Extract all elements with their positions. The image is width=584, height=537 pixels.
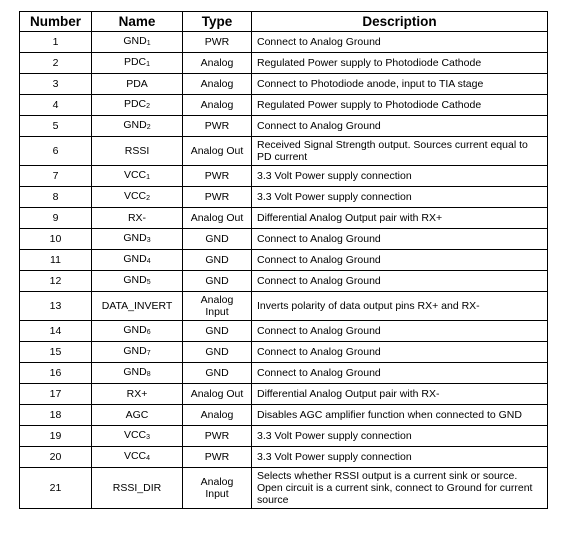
pin-name-subscript: 7 <box>146 349 151 357</box>
table-row <box>20 271 548 292</box>
pin-description: Differential Analog Output pair with RX- <box>252 384 548 405</box>
pin-description: 3.3 Volt Power supply connection <box>252 426 548 447</box>
table-row <box>20 447 548 468</box>
header-description: Description <box>252 12 548 32</box>
pin-name-subscript: 4 <box>146 454 151 462</box>
pin-type: PWR <box>183 32 252 53</box>
pin-name-cell <box>92 137 183 166</box>
pin-number: 12 <box>20 271 92 292</box>
pin-name: GND <box>123 34 147 47</box>
pin-description: Regulated Power supply to Photodiode Cathode <box>252 95 548 116</box>
table-row <box>20 32 548 53</box>
pin-description: Selects whether RSSI output is a current sink or source. Open circuit is a current sink, connect to Ground for current source <box>252 468 548 509</box>
pin-description: Received Signal Strength output. Sources current equal to PD current <box>252 137 548 166</box>
pin-name: GND <box>123 344 147 357</box>
pin-number: 6 <box>20 137 92 166</box>
pin-name: RX- <box>127 212 147 224</box>
pin-number: 18 <box>20 405 92 426</box>
pin-name-cell <box>92 342 183 363</box>
table-row <box>20 229 548 250</box>
pin-number: 2 <box>20 53 92 74</box>
pin-name-cell <box>92 208 183 229</box>
table-row <box>20 208 548 229</box>
pin-name-cell <box>92 292 183 321</box>
pin-description: Connect to Analog Ground <box>252 32 548 53</box>
table-row <box>20 116 548 137</box>
table-row <box>20 137 548 166</box>
pin-number: 17 <box>20 384 92 405</box>
pin-name: GND <box>123 252 147 265</box>
pin-name: GND <box>123 365 147 378</box>
pin-name-subscript: 3 <box>146 236 151 244</box>
pin-name-cell <box>92 321 183 342</box>
pin-number: 15 <box>20 342 92 363</box>
pin-name-cell <box>92 32 183 53</box>
pin-number: 7 <box>20 166 92 187</box>
pin-type: GND <box>183 321 252 342</box>
table-row <box>20 363 548 384</box>
pin-name-cell <box>92 271 183 292</box>
pin-type: Analog Out <box>183 137 252 166</box>
pin-name-cell <box>92 229 183 250</box>
pin-name-cell <box>92 74 183 95</box>
pin-description-table <box>19 11 548 509</box>
pin-number: 14 <box>20 321 92 342</box>
pin-description: Connect to Analog Ground <box>252 363 548 384</box>
pin-name-subscript: 8 <box>146 370 151 378</box>
header-number: Number <box>20 12 92 32</box>
header-row <box>20 12 548 32</box>
table-row <box>20 321 548 342</box>
pin-name: RSSI <box>124 145 150 157</box>
pin-description: 3.3 Volt Power supply connection <box>252 187 548 208</box>
table-row <box>20 292 548 321</box>
pin-name-cell <box>92 426 183 447</box>
pin-name: PDA <box>126 78 148 90</box>
pin-type: Analog Out <box>183 208 252 229</box>
pin-type: Analog Input <box>183 292 252 321</box>
pin-description: Disables AGC amplifier function when connected to GND <box>252 405 548 426</box>
pin-type: Analog <box>183 53 252 74</box>
pin-name: VCC <box>123 189 147 202</box>
pin-name-cell <box>92 166 183 187</box>
pin-name: GND <box>123 118 147 131</box>
pin-type: PWR <box>183 116 252 137</box>
pin-description: Connect to Analog Ground <box>252 321 548 342</box>
pin-description: Connect to Analog Ground <box>252 342 548 363</box>
pin-name-subscript: 3 <box>146 433 151 441</box>
pin-type: PWR <box>183 166 252 187</box>
pin-name-subscript: 2 <box>146 194 151 202</box>
pin-number: 13 <box>20 292 92 321</box>
pin-number: 1 <box>20 32 92 53</box>
pin-number: 9 <box>20 208 92 229</box>
pin-name: VCC <box>123 449 147 462</box>
pin-number: 5 <box>20 116 92 137</box>
pin-type: PWR <box>183 426 252 447</box>
pin-name-subscript: 2 <box>146 123 151 131</box>
pin-name-cell <box>92 447 183 468</box>
pin-number: 3 <box>20 74 92 95</box>
pin-name-cell <box>92 116 183 137</box>
pin-name-cell <box>92 53 183 74</box>
pin-description: 3.3 Volt Power supply connection <box>252 166 548 187</box>
pin-type: Analog <box>183 405 252 426</box>
pin-type: GND <box>183 250 252 271</box>
pin-description: Regulated Power supply to Photodiode Cathode <box>252 53 548 74</box>
pin-description: Connect to Analog Ground <box>252 250 548 271</box>
pin-name: VCC <box>123 428 147 441</box>
pin-name: GND <box>123 323 147 336</box>
pin-number: 19 <box>20 426 92 447</box>
pin-number: 11 <box>20 250 92 271</box>
pin-name-cell <box>92 468 183 509</box>
pin-type: Analog Out <box>183 384 252 405</box>
pin-name: RX+ <box>126 388 148 400</box>
pin-type: GND <box>183 271 252 292</box>
pin-description: Connect to Analog Ground <box>252 229 548 250</box>
table-row <box>20 468 548 509</box>
pin-name: AGC <box>125 409 149 421</box>
table-row <box>20 53 548 74</box>
pin-name-subscript: 6 <box>146 328 151 336</box>
pin-name-cell <box>92 405 183 426</box>
pin-description: 3.3 Volt Power supply connection <box>252 447 548 468</box>
pin-name-subscript: 1 <box>146 39 151 47</box>
header-type: Type <box>183 12 252 32</box>
header-name: Name <box>92 12 183 32</box>
pin-name: GND <box>123 273 147 286</box>
pin-name-cell <box>92 95 183 116</box>
pin-name-subscript: 1 <box>146 60 151 68</box>
pin-name-cell <box>92 384 183 405</box>
pin-type: Analog Input <box>183 468 252 509</box>
pin-number: 4 <box>20 95 92 116</box>
pin-name-cell <box>92 187 183 208</box>
table-row <box>20 74 548 95</box>
pin-type: GND <box>183 229 252 250</box>
table-row <box>20 95 548 116</box>
table-row <box>20 426 548 447</box>
pin-description: Connect to Analog Ground <box>252 271 548 292</box>
pin-name: DATA_INVERT <box>101 300 173 312</box>
pin-number: 10 <box>20 229 92 250</box>
pin-name: GND <box>123 231 147 244</box>
pin-name: PDC <box>123 55 147 68</box>
pin-number: 16 <box>20 363 92 384</box>
pin-name-cell <box>92 363 183 384</box>
pin-type: PWR <box>183 447 252 468</box>
table-row <box>20 187 548 208</box>
pin-description: Inverts polarity of data output pins RX+ and RX- <box>252 292 548 321</box>
pin-type: Analog <box>183 74 252 95</box>
pin-name-subscript: 5 <box>146 278 151 286</box>
pin-number: 21 <box>20 468 92 509</box>
pin-name: PDC <box>123 97 147 110</box>
pin-type: GND <box>183 342 252 363</box>
pin-name: VCC <box>123 168 147 181</box>
table-row <box>20 250 548 271</box>
pin-description: Differential Analog Output pair with RX+ <box>252 208 548 229</box>
table-row <box>20 342 548 363</box>
table-row <box>20 166 548 187</box>
pin-type: PWR <box>183 187 252 208</box>
table-row <box>20 405 548 426</box>
pin-type: GND <box>183 363 252 384</box>
table-row <box>20 384 548 405</box>
pin-description: Connect to Photodiode anode, input to TIA stage <box>252 74 548 95</box>
pin-name-cell <box>92 250 183 271</box>
pin-name-subscript: 4 <box>146 257 151 265</box>
pin-number: 20 <box>20 447 92 468</box>
pin-name-subscript: 2 <box>146 102 151 110</box>
pin-description: Connect to Analog Ground <box>252 116 548 137</box>
pin-type: Analog <box>183 95 252 116</box>
pin-name-subscript: 1 <box>146 173 151 181</box>
pin-name: RSSI_DIR <box>112 482 162 494</box>
pin-number: 8 <box>20 187 92 208</box>
